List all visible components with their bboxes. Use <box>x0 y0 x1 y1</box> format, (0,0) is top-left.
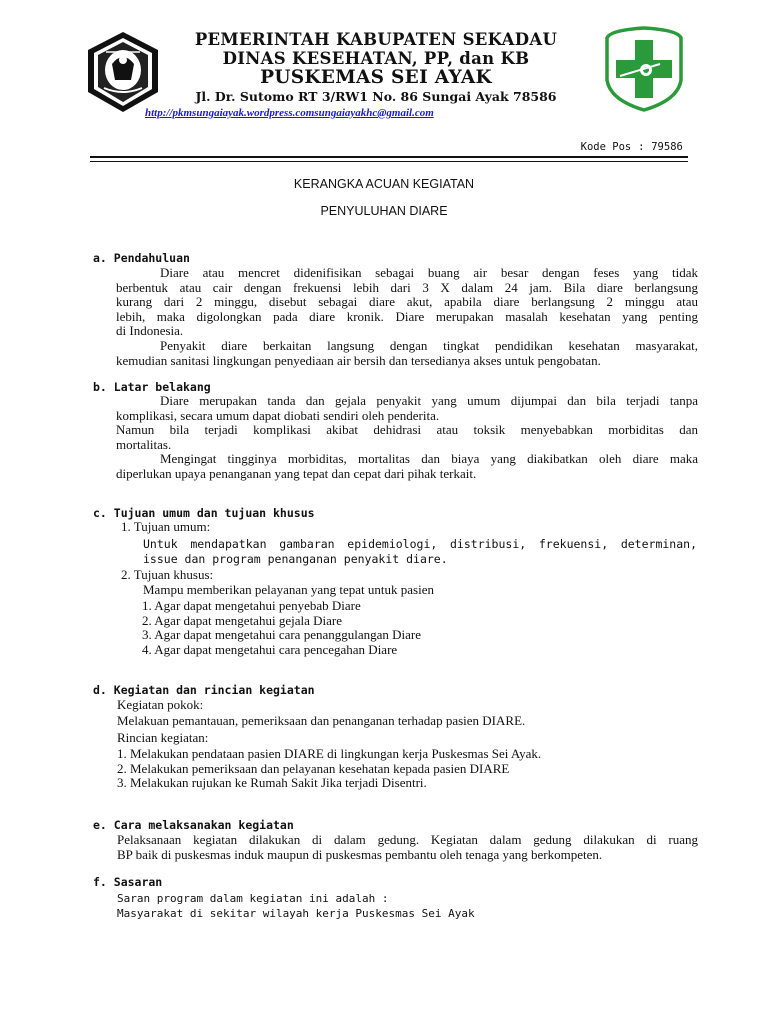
header-address: Jl. Dr. Sutomo RT 3/RW1 No. 86 Sungai Ayak 78586 <box>195 89 557 104</box>
section-f-line: Masyarakat di sekitar wilayah kerja Puskesmas Sei Ayak <box>117 907 475 920</box>
section-e-line: Pelaksanaan kegiatan dilakukan di dalam gedung. Kegiatan dalam gedung dilakukan di ruang <box>117 832 698 847</box>
section-b-line: Diare merupakan tanda dan gejala penyakit yang umum dijumpai dan bila terjadi tanpa <box>160 393 698 408</box>
header-line-1: PEMERINTAH KABUPATEN SEKADAU <box>194 30 558 49</box>
section-e-heading: e. Cara melaksanakan kegiatan <box>93 818 294 832</box>
section-e-line: BP baik di puskesmas induk maupun di puskesmas pembantu oleh tenaga yang berkompeten. <box>117 846 603 862</box>
section-a-line: di Indonesia. <box>116 323 184 339</box>
section-a-line: lebih, maka digolongkan pada diare kronik. Diare merupakan masalah kesehatan yang penting <box>116 308 698 324</box>
list-item: 3. Melakukan rujukan ke Rumah Sakit Jika terjadi Disentri. <box>117 775 427 791</box>
section-d-pokok-label: Kegiatan pokok: <box>117 697 204 712</box>
kode-pos-label: Kode Pos <box>580 141 632 153</box>
list-item: 1. Melakukan pendataan pasien DIARE di lingkungan kerja Puskesmas Sei Ayak. <box>117 746 542 761</box>
list-item: 2. Melakukan pemeriksaan dan pelayanan kesehatan kepada pasien DIARE <box>117 760 510 776</box>
section-d-rincian-label: Rincian kegiatan: <box>117 730 209 745</box>
section-b-line: Mengingat tingginya morbiditas, mortalitas dan biaya yang diakibatkan oleh diare maka <box>160 451 698 467</box>
document-subtitle: PENYULUHAN DIARE <box>320 204 448 218</box>
document-title: KERANGKA ACUAN KEGIATAN <box>293 177 475 191</box>
header-website-link[interactable]: http://pkmsungaiayak.wordpress.comsungaiayakhc@gmail.com <box>145 107 434 119</box>
section-a-line: kurang dari 2 minggu, disebut sebagai diare akut, apabila diare berlangsung 2 minggu atau <box>116 294 698 310</box>
section-c-item2-list <box>142 599 421 657</box>
list-item: 1. Agar dapat mengetahui penyebab Diare <box>142 598 361 613</box>
section-a-line: Diare atau mencret didenifisikan sebagai buang air besar dengan feses yang tidak <box>160 265 698 280</box>
section-b-line: diperlukan upaya penanganan yang tepat dan cepat dari pihak terkait. <box>116 465 477 481</box>
header-divider <box>90 156 688 158</box>
section-a-heading: a. Pendahuluan <box>93 251 190 265</box>
kode-pos-separator: : <box>638 141 645 153</box>
section-b-line: komplikasi, secara umum dapat diobati sendiri oleh penderita. <box>116 407 440 423</box>
kode-pos <box>568 129 683 153</box>
section-b-body <box>116 394 698 482</box>
list-item: 2. Agar dapat mengetahui gejala Diare <box>142 612 342 628</box>
section-d-heading: d. Kegiatan dan rincian kegiatan <box>93 683 315 697</box>
section-f-heading: f. Sasaran <box>93 875 163 889</box>
section-a-line: kemudian sanitasi lingkungan penyediaan air bersih dan tersedianya akses untuk pengobatan. <box>116 352 601 368</box>
puskesmas-logo <box>604 26 684 112</box>
section-b-line: Namun bila terjadi komplikasi akibat dehidrasi atau toksik menyebabkan morbiditas dan <box>116 422 698 438</box>
section-c-heading: c. Tujuan umum dan tujuan khusus <box>93 506 315 520</box>
section-b-heading: b. Latar belakang <box>93 380 211 394</box>
list-item: 4. Agar dapat mengetahui cara pencegahan Diare <box>142 641 398 657</box>
section-f-body <box>117 891 475 921</box>
section-d-pokok-text: Melakuan pemantauan, pemeriksaan dan penanganan terhadap pasien DIARE. <box>117 713 526 728</box>
header-divider-thin <box>90 161 688 162</box>
section-c-item1-body <box>143 537 697 566</box>
section-c-item2-label: 2. Tujuan khusus: <box>121 567 214 582</box>
section-f-line: Saran program dalam kegiatan ini adalah : <box>117 892 389 905</box>
regency-emblem <box>82 30 164 114</box>
header-line-3: PUSKEMAS SEI AYAK <box>260 67 492 88</box>
section-c-item1-line: Untuk mendapatkan gambaran epidemiologi, distribusi, frekuensi, determinan, <box>143 537 697 551</box>
kode-pos-value: 79586 <box>651 141 683 153</box>
section-c-item2-intro: Mampu memberikan pelayanan yang tepat untuk pasien <box>143 582 434 597</box>
section-b-line: mortalitas. <box>116 436 172 452</box>
section-d-rincian-list <box>117 747 541 791</box>
section-c-item1-label: 1. Tujuan umum: <box>121 519 211 534</box>
section-c-item1-line: issue dan program penanganan penyakit diare. <box>143 551 448 566</box>
list-item: 3. Agar dapat mengetahui cara penanggulangan Diare <box>142 627 422 643</box>
header-line-2: DINAS KESEHATAN, PP, dan KB <box>222 49 530 68</box>
section-a-line: Penyakit diare berkaitan langsung dengan tingkat pendidikan kesehatan masyarakat, <box>160 337 698 353</box>
section-a-body <box>116 266 698 368</box>
section-a-line: berbentuk atau cair dengan frekuensi lebih dari 3 X dalam 24 jam. Bila diare berlangsung <box>116 279 698 295</box>
section-e-body <box>117 833 698 862</box>
